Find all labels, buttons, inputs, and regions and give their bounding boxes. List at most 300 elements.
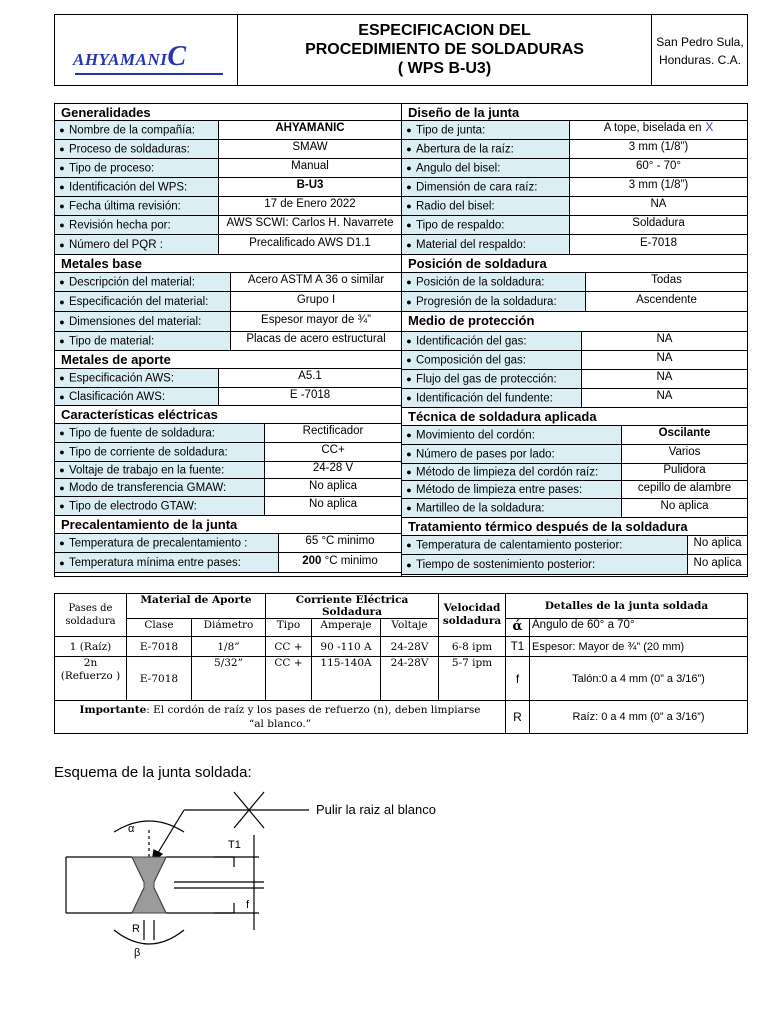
bullet-icon: ●: [59, 125, 65, 135]
field-label-text: Material del respaldo:: [416, 239, 526, 252]
field-value: [231, 292, 401, 311]
field-row: [402, 197, 747, 216]
field-row: [55, 216, 401, 235]
field-value: [265, 424, 401, 442]
bullet-icon: ●: [59, 538, 65, 548]
field-value-text: Soldadura: [632, 217, 685, 229]
t1-label: T1: [228, 839, 241, 851]
important-note: [55, 701, 506, 734]
field-row: [402, 464, 747, 481]
field-value: [570, 197, 747, 215]
field-row: [55, 369, 401, 388]
field-label-text: Identificación del gas:: [416, 335, 527, 348]
field-label: [402, 445, 622, 463]
field-value-text: Rectificador: [302, 425, 364, 437]
pass-cell: 90 -110 A: [312, 637, 381, 657]
field-label: [402, 121, 570, 139]
field-label: [55, 197, 219, 215]
field-label-text: Número del PQR :: [69, 239, 163, 252]
location: [653, 15, 747, 85]
title-line-2: PROCEDIMIENTO DE SOLDADURAS: [305, 41, 584, 58]
field-row: [55, 462, 401, 479]
pass-cell: CC +: [266, 637, 312, 657]
field-value: [219, 140, 401, 158]
detail-symbol: R: [506, 701, 530, 734]
field-row: [402, 121, 747, 140]
f-label: f: [246, 899, 250, 911]
field-label-text: Angulo del bisel:: [416, 162, 501, 175]
field-value: [219, 178, 401, 196]
detail-symbol: f: [506, 657, 530, 701]
field-row: [55, 312, 401, 332]
title-line-3: ( WPS B-U3): [397, 60, 492, 77]
bullet-icon: ●: [59, 336, 65, 346]
field-value-text: NA: [656, 333, 673, 345]
field-label-text: Radio del bisel:: [416, 200, 495, 213]
field-row: [55, 553, 401, 573]
field-value: [622, 499, 747, 517]
header-velocidad: Velocidad soldadura: [439, 594, 506, 637]
bullet-icon: ●: [406, 374, 412, 384]
field-label: [55, 553, 279, 572]
important-label: Importante: [79, 704, 147, 716]
document-header: [54, 14, 748, 86]
field-row: [402, 159, 747, 178]
bullet-icon: ●: [406, 485, 412, 495]
bullet-icon: ●: [59, 201, 65, 211]
sketch-title: Esquema de la junta soldada:: [54, 764, 252, 781]
field-label: [55, 424, 265, 442]
field-row: [402, 370, 747, 389]
field-row: [55, 443, 401, 462]
left-column: [55, 104, 401, 576]
bullet-icon: ●: [59, 501, 65, 511]
field-value-text: Placas de acero estructural: [246, 333, 386, 345]
detail-text: Espesor: Mayor de ¾” (20 mm): [530, 637, 748, 657]
field-value: [586, 292, 747, 311]
field-row: [402, 292, 747, 312]
field-value: [265, 462, 401, 478]
bullet-icon: ●: [59, 465, 65, 475]
header-pases: Pases de soldadura: [55, 594, 127, 637]
header-diametro: Diámetro: [192, 619, 266, 637]
callout-label: Pulir la raiz al blanco: [316, 802, 436, 817]
field-value: [279, 553, 401, 572]
field-value-text: Grupo I: [296, 294, 336, 306]
field-label: [402, 464, 622, 480]
field-label-text: Fecha última revisión:: [69, 200, 181, 213]
field-label-text: Tipo de fuente de soldadura:: [69, 427, 215, 440]
field-row: [55, 197, 401, 216]
detail-text: Talón:0 a 4 mm (0” a 3/16”): [530, 657, 748, 701]
bullet-icon: ●: [406, 277, 412, 287]
pass-cell: E-7018: [127, 637, 192, 657]
bullet-icon: ●: [406, 297, 412, 307]
field-row: [402, 499, 747, 518]
bullet-icon: ●: [406, 355, 412, 365]
field-value-bold: 200: [302, 555, 322, 567]
field-value-text: CC+: [321, 444, 345, 456]
field-value-text: 17 de Enero 2022: [264, 198, 356, 210]
field-row: [402, 216, 747, 235]
detail-text: Raíz: 0 a 4 mm (0” a 3/16”): [530, 701, 748, 734]
right-column: [402, 104, 747, 576]
header-clase: Clase: [127, 619, 192, 637]
field-label: [402, 292, 586, 311]
field-value: [265, 443, 401, 461]
pass-cell: 6-8 ipm: [439, 637, 506, 657]
field-value-text: Oscilante: [658, 427, 711, 439]
r-label: R: [132, 923, 140, 935]
field-value: [219, 235, 401, 254]
field-value: [570, 121, 747, 139]
detail-text: Angulo de 60° a 70°: [530, 619, 748, 637]
section-title: Metales base: [55, 255, 401, 273]
field-value-text: SMAW: [292, 141, 328, 153]
field-row: [402, 178, 747, 197]
field-row: [402, 481, 747, 499]
field-value-text: NA: [656, 371, 673, 383]
field-value-text: No aplica: [309, 498, 357, 510]
wps-grid: [54, 103, 748, 577]
company-logo: [55, 15, 238, 85]
bullet-icon: ●: [406, 144, 412, 154]
field-label: [402, 351, 582, 369]
field-row: [402, 445, 747, 464]
section-title: Tratamiento térmico después de la soldadura: [402, 518, 747, 536]
section-title: Metales de aporte: [55, 351, 401, 369]
field-value: [219, 369, 401, 387]
header-detalles: Detalles de la junta soldada: [506, 594, 748, 619]
bullet-icon: ●: [406, 240, 412, 250]
field-value: [219, 121, 401, 139]
field-value-text: Varios: [668, 446, 701, 458]
field-value-suffix: X: [705, 122, 714, 134]
bullet-icon: ●: [59, 447, 65, 457]
bullet-icon: ●: [406, 336, 412, 346]
field-value-text: NA: [656, 352, 673, 364]
field-value-text: 60° - 70°: [635, 160, 681, 172]
field-value-text: No aplica: [660, 500, 709, 512]
field-label: [55, 178, 219, 196]
header-material: Material de Aporte: [127, 594, 266, 619]
field-label: [402, 555, 688, 574]
field-label-text: Tipo de electrodo GTAW:: [69, 500, 197, 513]
field-label-text: Tipo de corriente de soldadura:: [69, 446, 228, 459]
field-label: [402, 370, 582, 388]
field-value: [279, 534, 401, 552]
field-value: [219, 216, 401, 234]
field-row: [402, 389, 747, 408]
location-line-2: Honduras. C.A.: [658, 53, 742, 67]
field-value-text: A5.1: [298, 370, 322, 382]
logo-text-initial: C: [167, 41, 187, 72]
field-value: [570, 235, 747, 254]
bullet-icon: ●: [406, 182, 412, 192]
bullet-icon: ●: [59, 163, 65, 173]
field-label: [55, 121, 219, 139]
field-value: [582, 389, 747, 407]
bullet-icon: ●: [406, 430, 412, 440]
field-label: [55, 497, 265, 515]
field-label-text: Tiempo de sostenimiento posterior:: [416, 559, 596, 572]
field-row: [402, 351, 747, 370]
field-value-text: No aplica: [693, 537, 742, 549]
section-title: Características eléctricas: [55, 406, 401, 424]
field-row: [402, 332, 747, 351]
field-label-text: Composición del gas:: [416, 354, 526, 367]
field-value-text: Manual: [291, 160, 329, 172]
field-value-text: Pulidora: [663, 464, 706, 476]
field-label: [55, 479, 265, 496]
field-label: [402, 197, 570, 215]
field-value-text: 65 °C minimo: [305, 535, 375, 547]
header-amperaje: Amperaje: [312, 619, 381, 637]
field-label: [402, 481, 622, 498]
field-value-text: 3 mm (1/8”): [628, 179, 689, 191]
field-label: [55, 332, 231, 350]
pass-cell: 24-28V: [381, 657, 439, 701]
bullet-icon: ●: [59, 483, 65, 493]
field-label: [55, 235, 219, 254]
field-label-text: Posición de la soldadura:: [416, 276, 545, 289]
field-row: [55, 235, 401, 255]
field-value: [570, 159, 747, 177]
field-row: [55, 121, 401, 140]
field-label: [55, 462, 265, 478]
field-label: [402, 536, 688, 554]
field-row: [55, 332, 401, 351]
field-value: [219, 159, 401, 177]
field-row: [402, 273, 747, 292]
bullet-icon: ●: [59, 277, 65, 287]
bullet-icon: ●: [406, 449, 412, 459]
field-value-text: AHYAMANIC: [275, 122, 345, 134]
bullet-icon: ●: [59, 240, 65, 250]
section-title: Generalidades: [55, 104, 401, 121]
pass-cell: 5-7 ipm: [439, 657, 506, 701]
field-label: [402, 389, 582, 407]
header-tipo: Tipo: [266, 619, 312, 637]
field-label-text: Tipo de proceso:: [69, 162, 155, 175]
field-row: [402, 235, 747, 255]
field-label: [55, 369, 219, 387]
field-label: [55, 273, 231, 291]
field-row: [402, 555, 747, 575]
field-label-text: Revisión hecha por:: [69, 219, 171, 232]
field-row: [402, 536, 747, 555]
field-value-text: Todas: [651, 274, 682, 286]
pass-cell: 115-140A: [312, 657, 381, 701]
pass-cell: 1/8”: [192, 637, 266, 657]
field-row: [55, 273, 401, 292]
field-label-text: Identificación del fundente:: [416, 392, 553, 405]
weld-metal: [132, 857, 166, 913]
field-label: [55, 534, 279, 552]
section-title: Técnica de soldadura aplicada: [402, 408, 747, 426]
field-label-text: Identificación del WPS:: [69, 181, 188, 194]
field-value-text: cepillo de alambre: [637, 482, 732, 494]
pass-cell: 24-28V: [381, 637, 439, 657]
pass-cell: 5/32”: [192, 657, 266, 701]
field-value: [582, 332, 747, 350]
field-label: [402, 426, 622, 444]
field-label-text: Modo de transferencia GMAW:: [69, 482, 227, 495]
field-row: [55, 292, 401, 312]
detail-symbol: ά: [506, 619, 530, 637]
detail-symbol: T1: [506, 637, 530, 657]
field-row: [55, 424, 401, 443]
field-row: [402, 426, 747, 445]
field-value: [570, 178, 747, 196]
field-value: [231, 312, 401, 331]
arrow-line: [156, 810, 184, 856]
field-label-text: Temperatura de precalentamiento :: [69, 537, 248, 550]
field-row: [55, 479, 401, 497]
field-label: [402, 216, 570, 234]
field-value: [265, 479, 401, 496]
field-value: [688, 555, 747, 574]
pass-cell: 2n (Refuerzo ): [55, 657, 127, 701]
field-value-text: Ascendente: [636, 294, 697, 306]
field-value-text: 24-28 V: [312, 462, 354, 474]
bullet-icon: ●: [59, 392, 65, 402]
field-label: [55, 312, 231, 331]
bullet-icon: ●: [59, 182, 65, 192]
bullet-icon: ●: [406, 393, 412, 403]
field-label-text: Voltaje de trabajo en la fuente:: [69, 464, 225, 477]
field-label-text: Temperatura de calentamiento posterior:: [416, 539, 623, 552]
field-label-text: Movimiento del cordón:: [416, 429, 535, 442]
field-value: [570, 216, 747, 234]
location-line-1: San Pedro Sula,: [656, 35, 744, 49]
field-value-text: Espesor mayor de ¾”: [261, 314, 371, 326]
field-row: [55, 497, 401, 516]
section-title: Precalentamiento de la junta: [55, 516, 401, 534]
field-row: [402, 140, 747, 159]
field-label: [55, 140, 219, 158]
document-title: [238, 15, 652, 85]
bullet-icon: ●: [59, 373, 65, 383]
field-row: [55, 534, 401, 553]
field-label-text: Tipo de junta:: [416, 124, 486, 137]
pass-cell: CC +: [266, 657, 312, 701]
field-value-text: °C minimo: [321, 555, 378, 567]
field-value: [582, 351, 747, 369]
field-value-text: NA: [656, 390, 673, 402]
field-label-text: Abertura de la raíz:: [416, 143, 514, 156]
field-label: [402, 159, 570, 177]
field-value-text: No aplica: [693, 557, 742, 569]
title-line-1: ESPECIFICACION DEL: [358, 22, 531, 39]
field-label: [55, 443, 265, 461]
field-label-text: Método de limpieza entre pases:: [416, 484, 583, 497]
bullet-icon: ●: [406, 163, 412, 173]
field-row: [55, 388, 401, 406]
field-value: [622, 445, 747, 463]
field-value: [231, 332, 401, 350]
field-value-text: E -7018: [289, 389, 331, 401]
beta-label: β: [134, 947, 141, 959]
field-label: [402, 332, 582, 350]
bullet-icon: ●: [59, 428, 65, 438]
alpha-label: α: [128, 823, 135, 835]
field-value-text: A tope, biselada en: [603, 122, 702, 134]
section-title: Medio de protección: [402, 312, 747, 332]
field-label-text: Martilleo de la soldadura:: [416, 502, 545, 515]
pass-cell: 1 (Raíz): [55, 637, 127, 657]
field-value: [231, 273, 401, 291]
bullet-icon: ●: [59, 144, 65, 154]
field-label-text: Especificación del material:: [69, 296, 209, 309]
field-value: [582, 370, 747, 388]
section-title: Diseño de la junta: [402, 104, 747, 121]
field-value: [622, 464, 747, 480]
field-label-text: Número de pases por lado:: [416, 448, 555, 461]
bullet-icon: ●: [406, 125, 412, 135]
logo-underline: [75, 73, 223, 75]
passes-table: [54, 593, 748, 734]
field-label-text: Especificación AWS:: [69, 372, 175, 385]
joint-sketch: [54, 780, 514, 960]
logo-text: AHYAMANI: [73, 50, 168, 69]
field-value: [219, 388, 401, 405]
field-label-text: Clasificación AWS:: [69, 391, 166, 404]
field-value-text: E-7018: [639, 237, 678, 249]
field-value-text: B-U3: [296, 179, 324, 191]
bullet-icon: ●: [406, 540, 412, 550]
field-label: [402, 140, 570, 158]
field-value: [586, 273, 747, 291]
bullet-icon: ●: [406, 201, 412, 211]
field-label-text: Dimensiones del material:: [69, 316, 202, 329]
field-value: [265, 497, 401, 515]
bullet-icon: ●: [406, 560, 412, 570]
field-label: [402, 235, 570, 254]
field-label-text: Nombre de la compañía:: [69, 124, 195, 137]
bullet-icon: ●: [59, 558, 65, 568]
bullet-icon: ●: [406, 220, 412, 230]
field-label: [55, 292, 231, 311]
field-label-text: Método de limpieza del cordón raíz:: [416, 466, 599, 479]
section-title: Posición de soldadura: [402, 255, 747, 273]
field-value: [688, 536, 747, 554]
field-label: [55, 388, 219, 405]
field-value: [219, 197, 401, 215]
field-label: [55, 216, 219, 234]
field-label-text: Progresión de la soldadura:: [416, 296, 557, 309]
field-value: [622, 426, 747, 444]
bullet-icon: ●: [59, 317, 65, 327]
field-value-text: NA: [650, 198, 667, 210]
bullet-icon: ●: [59, 297, 65, 307]
field-value-text: AWS SCWI: Carlos H. Navarrete: [226, 217, 394, 229]
important-text: : El cordón de raíz y los pases de refuerzo (n), deben limpiarse “al blanco.”: [146, 704, 481, 730]
field-label-text: Dimensión de cara raíz:: [416, 181, 538, 194]
field-label: [55, 159, 219, 177]
field-value-text: Acero ASTM A 36 o similar: [247, 274, 385, 286]
field-label: [402, 178, 570, 196]
field-label-text: Tipo de material:: [69, 335, 155, 348]
field-row: [55, 159, 401, 178]
field-label: [402, 273, 586, 291]
field-label-text: Descripción del material:: [69, 276, 195, 289]
header-voltaje: Voltaje: [381, 619, 439, 637]
field-label: [402, 499, 622, 517]
field-label-text: Flujo del gas de protección:: [416, 373, 557, 386]
field-value-text: No aplica: [309, 480, 357, 492]
field-label-text: Proceso de soldaduras:: [69, 143, 190, 156]
